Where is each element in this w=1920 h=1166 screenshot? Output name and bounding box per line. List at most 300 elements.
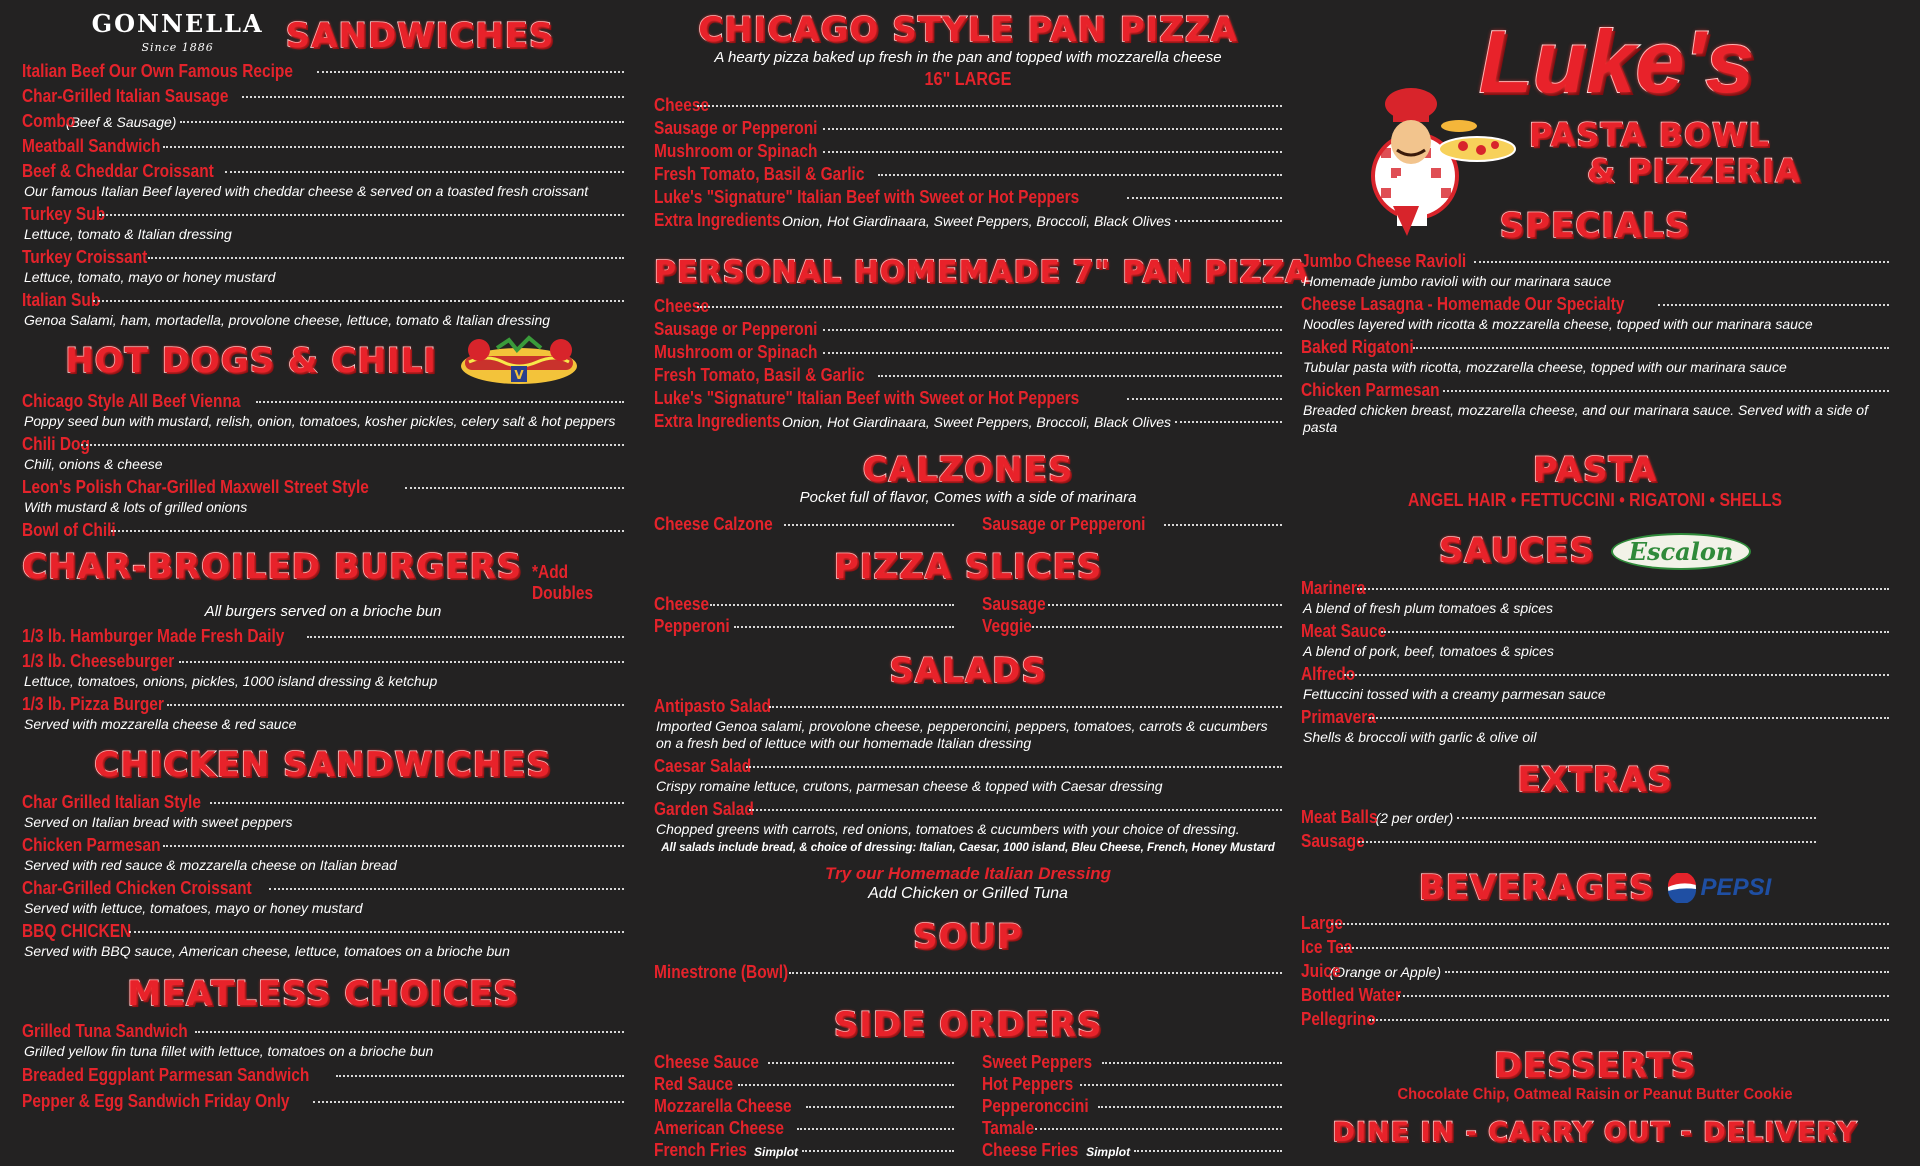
list-item [654, 140, 1282, 162]
item-description: Imported Genoa salami, provolone cheese, pepperoncini, peppers, tomatoes, carrots & cucumbers on a fresh bed of lettuce with our homemade Italian dressing [656, 718, 1268, 751]
item-row [1301, 912, 1889, 934]
item-description: Served with mozzarella cheese & red sauce [24, 716, 297, 732]
list-item [22, 650, 624, 690]
leader-dots [313, 1101, 624, 1103]
item-description: A blend of fresh plum tomatoes & spices [1303, 600, 1554, 616]
list-item [654, 1051, 954, 1073]
list-item [654, 387, 1282, 409]
item-row [654, 318, 1282, 340]
leader-dots [1080, 1084, 1282, 1086]
salads-note: All salads include bread, & choice of dressing: Italian, Caesar, 1000 island, Bleu Cheese, French, Honey Mustard [661, 842, 1275, 854]
item-row [1301, 293, 1889, 315]
item-name: Garden Salad [654, 799, 754, 819]
leader-dots [697, 306, 1282, 308]
item-name: Fresh Tomato, Basil & Garlic [654, 164, 865, 184]
item-name: Bottled Water [1301, 985, 1402, 1005]
sandwiches-header [22, 9, 624, 58]
item-description: Served on Italian bread with sweet peppers [24, 814, 293, 830]
item-row [654, 295, 1282, 317]
leader-dots [1413, 347, 1889, 349]
list-item: Cheese Calzone [654, 513, 954, 535]
list-item [982, 1051, 1282, 1073]
leader-dots [1035, 1128, 1282, 1130]
list-item [982, 1095, 1282, 1117]
item-name: Char-Grilled Italian Sausage [22, 86, 229, 106]
list-item [22, 160, 624, 200]
item-description: Noodles layered with ricotta & mozzarella cheese, topped with our marinara sauce [1303, 316, 1813, 332]
item-name: Italian Sub [22, 290, 101, 310]
item-row [654, 1051, 954, 1073]
hot-dog-icon [457, 332, 581, 390]
item-row [654, 186, 1282, 208]
list-item [654, 615, 954, 637]
meatless-list [22, 1020, 624, 1112]
list-item [654, 364, 1282, 386]
item-row [654, 364, 1282, 386]
item-name: Jumbo Cheese Ravioli [1301, 251, 1467, 271]
item-note: Onion, Hot Giardinaara, Sweet Peppers, Broccoli, Black Olives [781, 414, 1171, 430]
list-item [22, 920, 624, 960]
leader-dots [336, 1075, 624, 1077]
leader-dots [749, 809, 1282, 811]
list-item [22, 85, 624, 107]
item-row [22, 650, 624, 672]
item-name: Char-Grilled Chicken Croissant [22, 878, 252, 898]
item-name: Cheese Fries [982, 1140, 1079, 1160]
leader-dots [195, 1031, 624, 1033]
item-row [654, 615, 954, 637]
leader-dots [167, 704, 624, 706]
item-description: Served with red sauce & mozzarella cheese on Italian bread [24, 857, 397, 873]
item-name: Chicken Parmesan [1301, 380, 1440, 400]
item-name: Cheese Sauce [654, 1052, 759, 1072]
item-row [982, 1117, 1282, 1139]
item-row [654, 387, 1282, 409]
leader-dots [878, 375, 1282, 377]
leader-dots [1658, 304, 1889, 306]
list-item [654, 755, 1282, 795]
list-item [22, 203, 624, 243]
leader-dots [317, 71, 624, 73]
item-row [22, 60, 624, 82]
item-row [22, 791, 624, 813]
list-item [654, 1073, 954, 1095]
sandwiches-list [22, 60, 624, 329]
item-row [654, 1095, 954, 1117]
hot-dogs-list [22, 390, 624, 541]
leader-dots [1175, 421, 1282, 423]
leader-dots [1474, 261, 1889, 263]
leader-dots [163, 845, 624, 847]
item-name: Cheese [654, 296, 710, 316]
salads-title: SALADS [889, 651, 1047, 691]
item-description: Homemade jumbo ravioli with our marinara sauce [1303, 273, 1612, 289]
item-row [22, 834, 624, 856]
list-item [982, 1139, 1282, 1161]
item-row [1301, 1008, 1889, 1030]
item-name: Chicago Style All Beef Vienna [22, 391, 241, 411]
item-name: Pellegrino [1301, 1009, 1376, 1029]
personal-pizza-title: PERSONAL HOMEMADE 7" PAN PIZZA [654, 255, 1310, 290]
burgers-title: CHAR-BROILED BURGERS [22, 547, 523, 587]
item-name: Mozzarella Cheese [654, 1096, 792, 1116]
leader-dots [1048, 604, 1282, 606]
item-name: Chicken Parmesan [22, 835, 161, 855]
item-name: Pepper & Egg Sandwich Friday Only [22, 1091, 290, 1111]
leader-dots [1369, 717, 1889, 719]
item-name: Combo [22, 111, 76, 131]
item-row [654, 1073, 954, 1095]
lukes-logo: Luke's [1479, 12, 1755, 111]
list-item [654, 593, 954, 615]
item-name: Antipasto Salad [654, 696, 771, 716]
item-row [654, 1139, 954, 1161]
leader-dots [797, 1128, 954, 1130]
list-item [1301, 1008, 1889, 1030]
item-description: Chili, onions & cheese [24, 456, 163, 472]
leader-dots [823, 151, 1282, 153]
item-note: (2 per order) [1375, 810, 1454, 826]
item-row [982, 1095, 1282, 1117]
item-name: Extra Ingredients [654, 210, 781, 230]
leader-dots [697, 105, 1282, 107]
leader-dots [1032, 626, 1282, 628]
leader-dots [1127, 197, 1282, 199]
item-description: Served with lettuce, tomatoes, mayo or honey mustard [24, 900, 363, 916]
brand-line1: PASTA BOWL [1529, 116, 1770, 154]
item-description: Lettuce, tomatoes, onions, pickles, 1000 island dressing & ketchup [24, 673, 438, 689]
item-row [654, 1117, 954, 1139]
item-description: Breaded chicken breast, mozzarella cheese, and our marinara sauce. Served with a side of pasta [1303, 402, 1868, 435]
list-item [22, 110, 624, 132]
list-item [1301, 663, 1889, 703]
list-item [22, 519, 624, 541]
specials-title: SPECIALS [1499, 206, 1691, 246]
leader-dots [1369, 1019, 1889, 1021]
item-description: Grilled yellow fin tuna fillet with lettuce, tomatoes on a brioche bun [24, 1043, 434, 1059]
item-row [22, 1020, 624, 1042]
leader-dots [180, 121, 624, 123]
list-item [1301, 577, 1889, 617]
leader-dots [802, 1150, 954, 1152]
item-name: Italian Beef Our Own Famous Recipe [22, 61, 293, 81]
soup-list [654, 961, 1282, 983]
item-row [22, 476, 624, 498]
list-item [22, 60, 624, 82]
item-name: French Fries [654, 1140, 747, 1160]
item-name: 1/3 lb. Hamburger Made Fresh Daily [22, 626, 285, 646]
item-row [1301, 250, 1889, 272]
leader-dots [823, 352, 1282, 354]
item-name: Cheese [654, 594, 710, 614]
item-row [982, 615, 1282, 637]
item-row [1301, 663, 1889, 685]
item-row [22, 203, 624, 225]
pasta-title: PASTA [1532, 450, 1658, 490]
leader-dots [1398, 995, 1889, 997]
leader-dots [93, 300, 624, 302]
list-item [22, 625, 624, 647]
pizza-slices-title: PIZZA SLICES [833, 547, 1103, 587]
list-item [982, 1117, 1282, 1139]
specials-list [1301, 250, 1889, 436]
item-description: Lettuce, tomato, mayo or honey mustard [24, 269, 276, 285]
item-name: Leon's Polish Char-Grilled Maxwell Street Style [22, 477, 369, 497]
pepsi-globe-icon [1667, 873, 1697, 903]
item-name: Juice [1301, 961, 1341, 981]
desserts-text: Chocolate Chip, Oatmeal Raisin or Peanut Butter Cookie [1397, 1086, 1793, 1103]
item-row [654, 94, 1282, 116]
pizza-slices-list [654, 593, 1282, 637]
leader-dots [225, 171, 624, 173]
item-description: Our famous Italian Beef layered with cheddar cheese & served on a toasted fresh croissant [24, 183, 589, 199]
burgers-subtitle: All burgers served on a brioche bun [204, 603, 442, 620]
pasta-types: ANGEL HAIR • FETTUCCINI • RIGATONI • SHELLS [1408, 490, 1782, 510]
item-row [654, 798, 1282, 820]
item-name: Pepperoni [654, 616, 730, 636]
hot-dogs-title: HOT DOGS & CHILI [65, 341, 437, 381]
list-item [654, 1139, 954, 1161]
item-name: Sausage [1301, 831, 1365, 851]
pepsi-logo: PEPSI [1667, 873, 1772, 903]
chicago-pizza-list [654, 94, 1282, 231]
sandwiches-title: SANDWICHES [285, 16, 555, 56]
leader-dots [1127, 398, 1282, 400]
chicken-sandwiches-list [22, 791, 624, 960]
leader-dots [806, 1106, 954, 1108]
list-item [1301, 293, 1889, 333]
list-item [22, 791, 624, 831]
item-name: Baked Rigatoni [1301, 337, 1414, 357]
list-item [22, 433, 624, 473]
item-name: Red Sauce [654, 1074, 734, 1094]
item-name: Pepperonccini [982, 1096, 1089, 1116]
item-name: Primavera [1301, 707, 1376, 727]
item-name: Breaded Eggplant Parmesan Sandwich [22, 1065, 310, 1085]
burgers-header [22, 547, 624, 604]
item-name: Mushroom or Spinach [654, 342, 818, 362]
item-name: Cheese Lasagna - Homemade Our Specialty [1301, 294, 1625, 314]
list-item [1301, 830, 1816, 852]
item-row [1301, 336, 1889, 358]
list-item [982, 1073, 1282, 1095]
item-name: Beef & Cheddar Croissant [22, 161, 214, 181]
item-name: Alfredo [1301, 664, 1356, 684]
gonnella-logo: GONNELLA Since 1886 [91, 9, 264, 54]
leader-dots [1098, 1106, 1282, 1108]
leader-dots [111, 530, 624, 532]
sauces-title: SAUCES [1438, 531, 1595, 571]
item-name: Fresh Tomato, Basil & Garlic [654, 365, 865, 385]
sauces-header [1301, 525, 1889, 577]
simplot-logo: Simplot [754, 1145, 799, 1159]
leader-dots [179, 661, 624, 663]
item-name: Luke's "Signature" Italian Beef with Sweet or Hot Peppers [654, 187, 1080, 207]
list-item [22, 289, 624, 329]
item-row [654, 163, 1282, 185]
item-description: With mustard & lots of grilled onions [24, 499, 248, 515]
list-item [654, 318, 1282, 340]
sauces-list [1301, 577, 1889, 746]
item-row [982, 1073, 1282, 1095]
item-row [1301, 577, 1889, 599]
item-row [22, 289, 624, 311]
meatless-title: MEATLESS CHOICES [127, 974, 519, 1014]
list-item [654, 410, 1282, 432]
item-row [22, 246, 624, 268]
leader-dots [242, 96, 624, 98]
list-item [654, 186, 1282, 208]
list-item [22, 1064, 624, 1086]
leader-dots [734, 626, 954, 628]
item-row [1301, 984, 1889, 1006]
list-item [22, 1090, 624, 1112]
pizza-icon [1437, 134, 1517, 164]
leader-dots [1443, 390, 1889, 392]
item-description: Lettuce, tomato & Italian dressing [24, 226, 232, 242]
leader-dots [746, 766, 1282, 768]
leader-dots [1102, 1062, 1282, 1064]
item-row [654, 117, 1282, 139]
leader-dots [1175, 220, 1282, 222]
item-description: Fettuccini tossed with a creamy parmesan sauce [1303, 686, 1606, 702]
item-row [654, 410, 1282, 432]
item-name: Sausage or Pepperoni [654, 118, 818, 138]
item-row [22, 877, 624, 899]
salads-list [654, 695, 1282, 838]
pizza-size-label: 16" LARGE [924, 69, 1012, 89]
item-description: Genoa Salami, ham, mortadella, provolone cheese, lettuce, tomato & Italian dressing [24, 312, 551, 328]
list-item [1301, 706, 1889, 746]
item-note: (Orange or Apple) [1329, 964, 1442, 980]
extras-list [1301, 806, 1816, 852]
calzones-title: CALZONES [862, 450, 1074, 490]
chicago-pizza-subtitle: A hearty pizza baked up fresh in the pan and topped with mozzarella cheese [714, 49, 1222, 66]
calzones-list [654, 513, 1282, 535]
chicken-sandwiches-title: CHICKEN SANDWICHES [94, 745, 552, 785]
soup-title: SOUP [913, 917, 1023, 957]
hot-dogs-header [22, 332, 624, 390]
item-row [1301, 830, 1816, 852]
item-name: Minestrone (Bowl) [654, 962, 789, 982]
list-item [982, 593, 1282, 615]
item-name: Char Grilled Italian Style [22, 792, 201, 812]
list-item [654, 117, 1282, 139]
calzones-subtitle: Pocket full of flavor, Comes with a side of marinara [799, 489, 1137, 506]
list-item [654, 94, 1282, 116]
item-row [654, 961, 1282, 983]
item-row [982, 1139, 1282, 1161]
item-name: Bowl of Chili [22, 520, 116, 540]
item-row [654, 695, 1282, 717]
add-doubles-note: *Add Doubles [532, 562, 594, 603]
item-row [22, 519, 624, 541]
left-column [22, 0, 624, 1116]
item-name: Sausage [982, 594, 1046, 614]
item-row [654, 209, 1282, 231]
right-column [1301, 0, 1889, 1150]
item-description: Served with BBQ sauce, American cheese, lettuce, tomatoes on a brioche bun [24, 943, 510, 959]
item-description: Tubular pasta with ricotta, mozzarella cheese, topped with our marinara sauce [1303, 359, 1787, 375]
item-row [1301, 706, 1889, 728]
leader-dots [1381, 631, 1889, 633]
leader-dots [738, 1084, 954, 1086]
leader-dots [1344, 674, 1889, 676]
leader-dots [99, 214, 624, 216]
list-item [22, 476, 624, 516]
item-row [654, 755, 1282, 777]
list-item [654, 798, 1282, 838]
list-item: Sausage or Pepperoni [982, 513, 1282, 535]
leader-dots [769, 706, 1282, 708]
item-row [22, 1064, 624, 1086]
leader-dots [210, 802, 624, 804]
list-item [1301, 960, 1889, 982]
svg-text:V: V [514, 368, 524, 382]
item-name: Grilled Tuna Sandwich [22, 1021, 188, 1041]
item-description: Poppy seed bun with mustard, relish, onion, tomatoes, kosher pickles, celery salt & hot peppers [24, 413, 616, 429]
item-name: Tamale [982, 1118, 1035, 1138]
item-row [1301, 936, 1889, 958]
list-item [1301, 336, 1889, 376]
leader-dots [269, 888, 624, 890]
item-row [22, 390, 624, 412]
leader-dots [789, 972, 1282, 974]
leader-dots [148, 257, 624, 259]
item-name: Turkey Croissant [22, 247, 148, 267]
item-row [22, 1090, 624, 1112]
item-name: Large [1301, 913, 1344, 933]
item-name: Meat Sauce [1301, 621, 1387, 641]
item-name: Caesar Salad [654, 756, 752, 776]
list-item [654, 163, 1282, 185]
leader-dots [823, 128, 1282, 130]
simplot-logo: Simplot [1086, 1145, 1131, 1159]
brand-header [1301, 0, 1889, 200]
item-name: Sausage or Pepperoni [654, 319, 818, 339]
item-row [1301, 960, 1889, 982]
item-row [22, 110, 624, 132]
list-item [654, 695, 1282, 752]
item-description: A blend of pork, beef, tomatoes & spices [1303, 643, 1554, 659]
item-name: Luke's "Signature" Italian Beef with Sweet or Hot Peppers [654, 388, 1080, 408]
item-note: (Beef & Sausage) [65, 114, 177, 130]
leader-dots [81, 444, 624, 446]
list-item [22, 1020, 624, 1060]
item-name: Chili Dog [22, 434, 90, 454]
item-row [22, 625, 624, 647]
item-row [1301, 806, 1816, 828]
list-item [982, 615, 1282, 637]
leader-dots [163, 146, 624, 148]
leader-dots [1457, 817, 1816, 819]
item-row [654, 593, 954, 615]
item-name: Sweet Peppers [982, 1052, 1093, 1072]
beverages-header [1301, 864, 1889, 912]
list-item [22, 693, 624, 733]
item-description: Chopped greens with carrots, red onions, tomatoes & cucumbers with your choice of dressing. [656, 821, 1240, 837]
item-description: Shells & broccoli with garlic & olive oil [1303, 729, 1537, 745]
item-row [22, 693, 624, 715]
escalon-logo: Escalon [1611, 533, 1752, 570]
middle-column [654, 0, 1310, 1161]
footer-service-options: DINE IN - CARRY OUT - DELIVERY [1332, 1117, 1858, 1148]
leader-dots [1331, 923, 1889, 925]
leader-dots [823, 329, 1282, 331]
chicago-pizza-title: CHICAGO STYLE PAN PIZZA [698, 10, 1238, 50]
desserts-title: DESSERTS [1493, 1046, 1697, 1086]
list-item [654, 341, 1282, 363]
